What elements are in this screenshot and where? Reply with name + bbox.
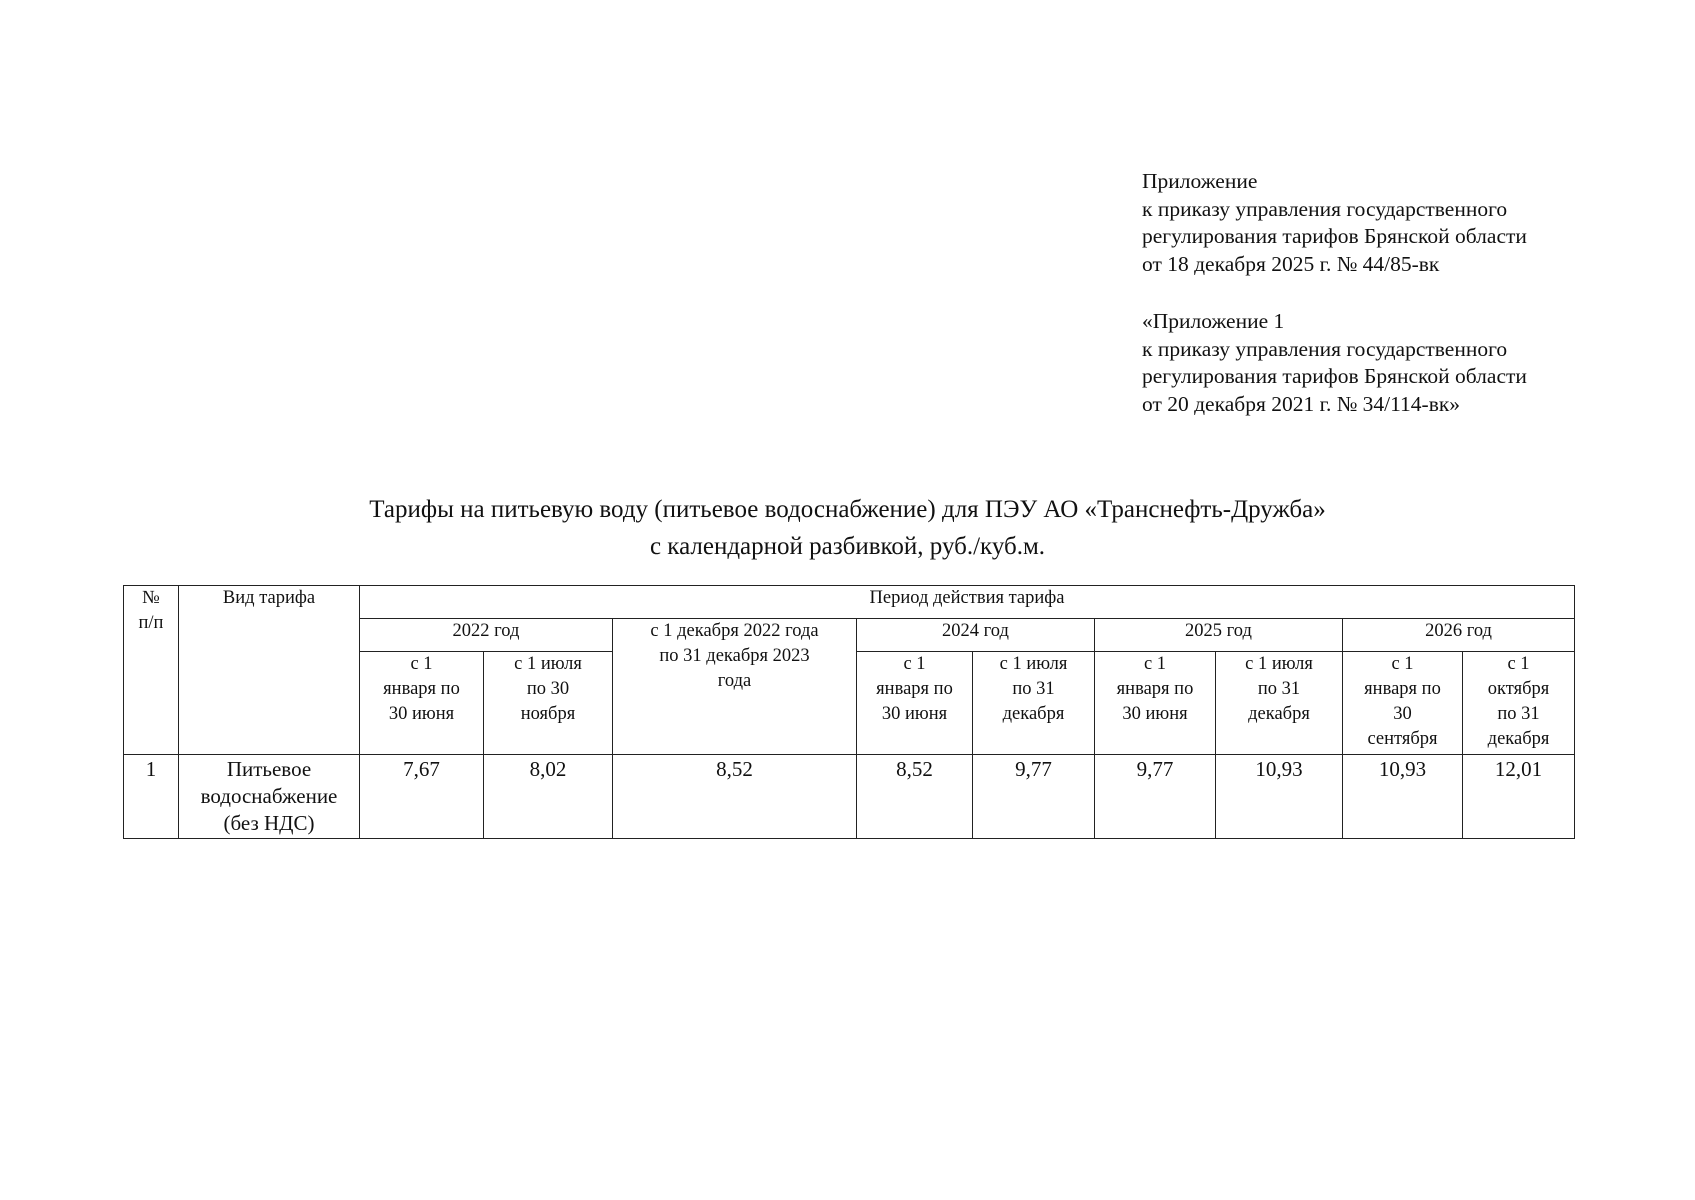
value-cell: 9,77: [973, 755, 1095, 839]
subperiod-2022-h1: с 1 января по 30 июня: [360, 652, 484, 755]
header-year-2022: 2022 год: [360, 619, 613, 652]
title-line2: с календарной разбивкой, руб./куб.м.: [649, 533, 1046, 560]
document-title: [0, 491, 1695, 565]
subperiod-2025-h1: с 1 января по 30 июня: [1095, 652, 1216, 755]
annex-current-line2: к приказу управления государственного: [1142, 196, 1508, 221]
header-year-2023: с 1 декабря 2022 года по 31 декабря 2023 года: [613, 619, 857, 755]
header-year-2026: 2026 год: [1343, 619, 1575, 652]
annex-current-line3: регулирования тарифов Брянской области: [1142, 224, 1527, 248]
value-cell: 8,52: [613, 755, 857, 839]
annex-original-line2: к приказу управления государственного: [1142, 336, 1508, 361]
annex-original-line3: регулирования тарифов Брянской области: [1142, 364, 1527, 388]
table-row: [124, 755, 1575, 839]
header-row-period: [124, 586, 1575, 619]
value-cell: 9,77: [1095, 755, 1216, 839]
value-cell: 8,52: [857, 755, 973, 839]
header-num: № п/п: [124, 586, 179, 755]
annex-current-line4: от 18 декабря 2025 г. № 44/85-вк: [1142, 251, 1440, 276]
subperiod-2026-q1q3: с 1 января по 30 сентября: [1343, 652, 1463, 755]
annex-original-line1: «Приложение 1: [1142, 309, 1285, 333]
row-kind: Питьевое водоснабжение (без НДС): [179, 755, 360, 839]
title-line1: Тарифы на питьевую воду (питьевое водоснабжение) для ПЭУ АО «Транснефть-Дружба»: [369, 496, 1326, 523]
value-cell: 10,93: [1216, 755, 1343, 839]
row-num: 1: [124, 755, 179, 839]
subperiod-2026-q4: с 1 октября по 31 декабря: [1463, 652, 1575, 755]
subperiod-2022-h2: с 1 июля по 30 ноября: [484, 652, 613, 755]
annex-original: [1142, 308, 1527, 418]
annex-original-line4: от 20 декабря 2021 г. № 34/114-вк»: [1142, 391, 1461, 416]
header-kind: Вид тарифа: [179, 586, 360, 755]
subperiod-2024-h1: с 1 января по 30 июня: [857, 652, 973, 755]
value-cell: 8,02: [484, 755, 613, 839]
subperiod-2025-h2: с 1 июля по 31 декабря: [1216, 652, 1343, 755]
value-cell: 10,93: [1343, 755, 1463, 839]
value-cell: 12,01: [1463, 755, 1575, 839]
value-cell: 7,67: [360, 755, 484, 839]
subperiod-2024-h2: с 1 июля по 31 декабря: [973, 652, 1095, 755]
header-year-2024: 2024 год: [857, 619, 1095, 652]
header-year-2025: 2025 год: [1095, 619, 1343, 652]
annex-current-line1: Приложение: [1142, 169, 1258, 193]
annex-current: [1142, 168, 1527, 278]
header-period: Период действия тарифа: [360, 586, 1575, 619]
tariff-table: [123, 585, 1575, 839]
